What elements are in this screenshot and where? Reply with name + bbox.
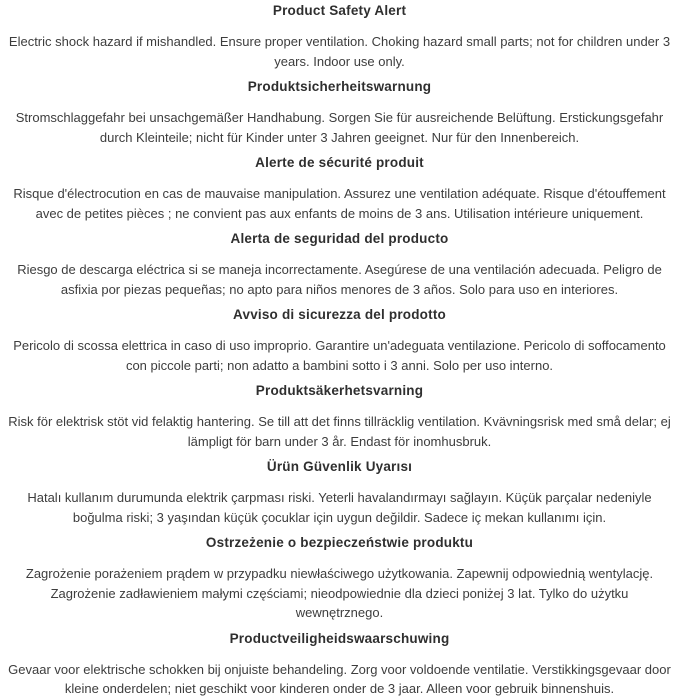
safety-section-spanish bbox=[6, 231, 673, 299]
safety-section-german bbox=[6, 79, 673, 147]
safety-section-english bbox=[6, 3, 673, 71]
safety-section-french bbox=[6, 155, 673, 223]
section-title-polish: Ostrzeżenie o bezpieczeństwie produktu bbox=[205, 535, 474, 550]
section-body-spanish: Riesgo de descarga eléctrica si se maneja incorrectamente. Asegúrese de una ventilación adecuada. Peligro de asfixia por piezas pequeñas; no apto para niños menores de 3 años. Solo para uso en interiores. bbox=[17, 262, 662, 297]
section-title-german: Produktsicherheitswarnung bbox=[247, 79, 432, 94]
section-body-turkish: Hatalı kullanım durumunda elektrik çarpması riski. Yeterli havalandırmayı sağlayın. Küçük parçalar nedeniyle boğulma riski; 3 yaşından küçük çocuklar için uygun değildir. Sadece iç mekan kullanımı için. bbox=[27, 490, 652, 525]
section-body-dutch: Gevaar voor elektrische schokken bij onjuiste behandeling. Zorg voor voldoende ventilatie. Verstikkingsgevaar door kleine onderdelen; niet geschikt voor kinderen onder de 3 jaar. Alleen voor gebruik binnenshuis. bbox=[8, 661, 671, 696]
section-title-english: Product Safety Alert bbox=[272, 3, 407, 18]
safety-section-polish bbox=[6, 535, 673, 623]
section-title-swedish: Produktsäkerhetsvarning bbox=[255, 383, 424, 398]
safety-section-turkish bbox=[6, 459, 673, 527]
section-body-german: Stromschlaggefahr bei unsachgemäßer Handhabung. Sorgen Sie für ausreichende Belüftung. Erstickungsgefahr durch Kleinteile; nicht für Kinder unter 3 Jahren geeignet. Nur für den Innenbereich. bbox=[15, 110, 664, 145]
section-body-polish: Zagrożenie porażeniem prądem w przypadku niewłaściwego użytkowania. Zapewnij odpowiednią wentylację. Zagrożenie zadławieniem małymi częściami; nieodpowiednie dla dzieci poniżej 3 lat. Tylko do użytku wewnętrznego. bbox=[25, 566, 654, 620]
section-body-italian: Pericolo di scossa elettrica in caso di uso improprio. Garantire un'adeguata ventilazione. Pericolo di soffocamento con piccole parti; non adatto a bambini sotto i 3 anni. Solo per uso interno. bbox=[13, 338, 666, 373]
section-title-dutch: Productveiligheidswaarschuwing bbox=[229, 630, 450, 646]
safety-section-dutch bbox=[6, 631, 673, 699]
section-title-french: Alerte de sécurité produit bbox=[255, 155, 424, 170]
section-body-swedish: Risk för elektrisk stöt vid felaktig hantering. Se till att det finns tillräcklig ventilation. Kvävningsrisk med små delar; ej lämpligt för barn under 3 år. Endast för inomhusbruk. bbox=[8, 414, 671, 449]
section-body-english: Electric shock hazard if mishandled. Ensure proper ventilation. Choking hazard small parts; not for children under 3 years. Indoor use only. bbox=[8, 34, 671, 69]
safety-section-italian bbox=[6, 307, 673, 375]
section-body-french: Risque d'électrocution en cas de mauvaise manipulation. Assurez une ventilation adéquate. Risque d'étouffement avec de petites pièces ; ne convient pas aux enfants de moins de 3 ans. Utilisation intérieure uniquement. bbox=[13, 186, 666, 221]
section-title-spanish: Alerta de seguridad del producto bbox=[230, 231, 449, 246]
section-title-italian: Avviso di sicurezza del prodotto bbox=[233, 307, 446, 322]
safety-section-swedish bbox=[6, 383, 673, 451]
section-title-turkish: Ürün Güvenlik Uyarısı bbox=[266, 459, 413, 474]
